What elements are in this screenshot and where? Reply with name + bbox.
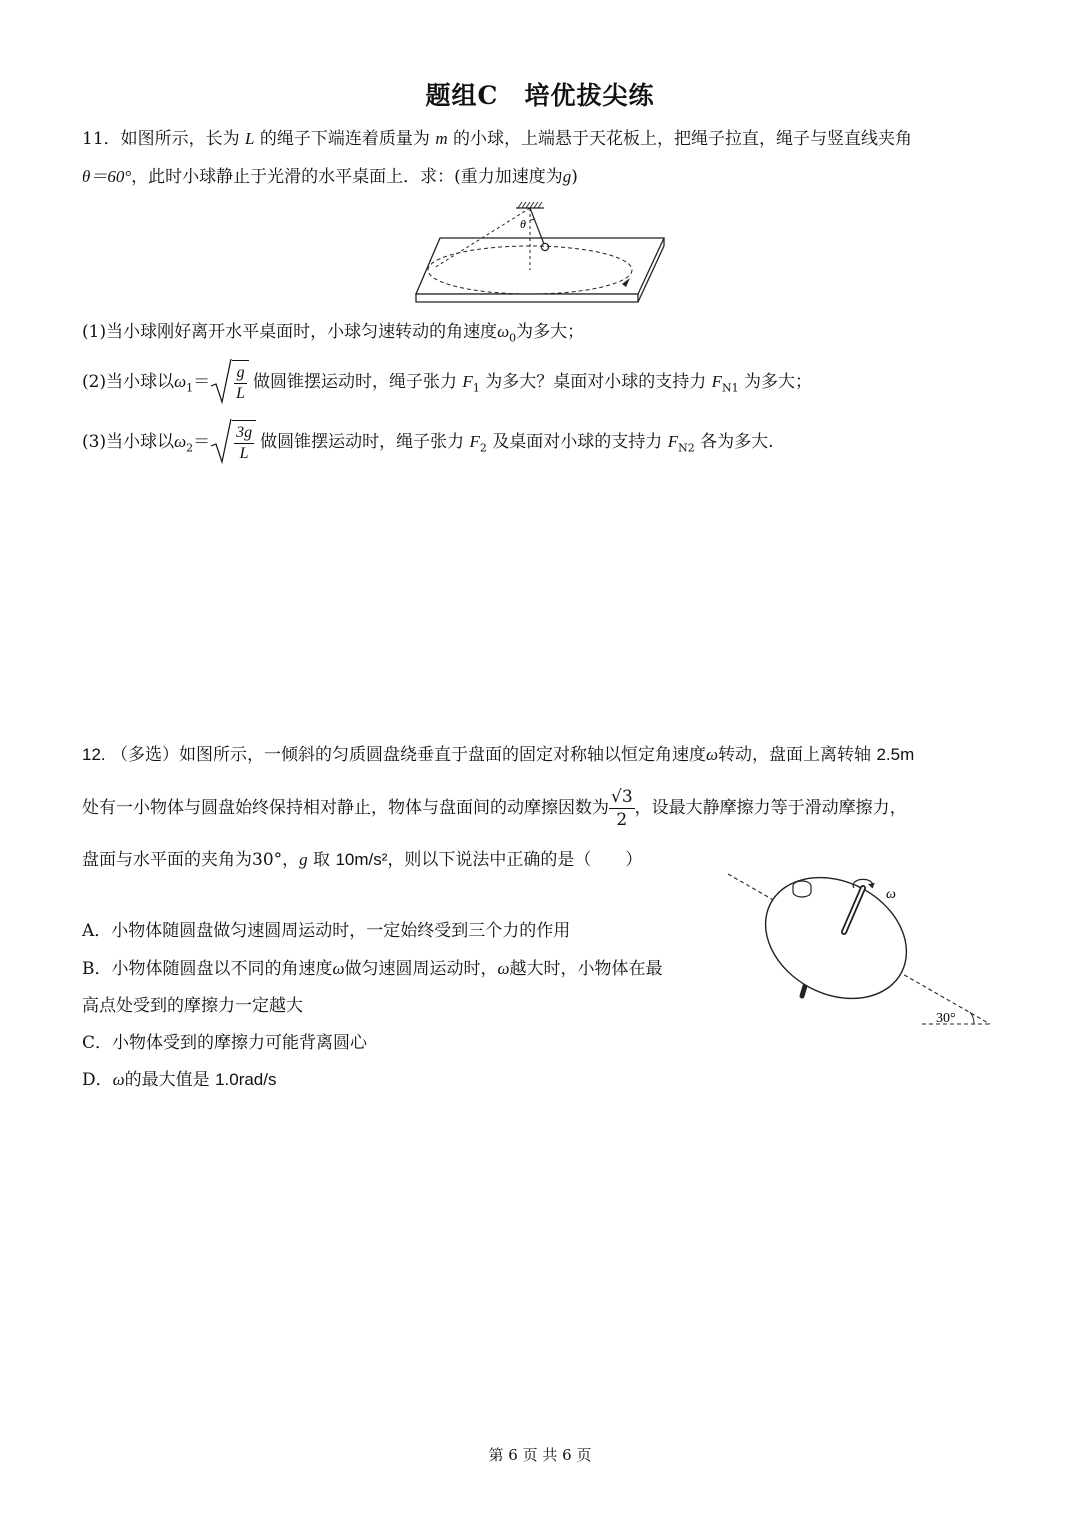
inclined-disk — [744, 866, 927, 1022]
table-edge — [416, 294, 638, 302]
q12-line1: 12. （多选）如图所示，一倾斜的匀质圆盘绕垂直于盘面的固定对称轴以恒定角速度ω转动，盘面上离转轴 2.5m — [82, 745, 915, 765]
sqrt-3g-over-L: $\frac{3g}{L}$ — [210, 420, 256, 465]
q11-part1: (1)当小球刚好离开水平桌面时，小球匀速转动的角速度$\omega_0$为多大； — [82, 322, 585, 345]
angle-label: 30° — [936, 1011, 956, 1026]
q12-number: 12. — [82, 745, 106, 764]
q11-figure — [412, 198, 668, 306]
sqrt-g-over-L: $\frac{g}{L}$ — [210, 360, 249, 405]
q12-option-c: C．小物体受到的摩擦力可能背离圆心 — [82, 1033, 368, 1053]
q11-part3: (3)当小球以$\omega_2=$ $\frac{3g}{L}$ 做圆锥摆运动时，绳子张力 $F_2$ 及桌面对小球的支持力 $F_{N2}$ 各为多大. — [82, 420, 774, 470]
section-title: 题组C 培优拔尖练 — [425, 81, 655, 110]
theta-label: θ — [520, 217, 526, 231]
q11-number: 11． — [82, 129, 121, 149]
q12-figure — [722, 866, 994, 1030]
q11-line2: θ＝60°，此时小球静止于光滑的水平桌面上．求：(重力加速度为g) — [82, 167, 578, 187]
mu-fraction: $\frac{√3}{2}$ — [611, 787, 633, 830]
q12-line3: 盘面与水平面的夹角为30°，g 取 10m/s²，则以下说法中正确的是（ ） — [82, 850, 643, 870]
q11-part2: (2)当小球以$\omega_1=$ $\frac{g}{L}$ 做圆锥摆运动时，绳子张力 $F_1$ 为多大？桌面对小球的支持力 $F_{N1}$ 为多大； — [82, 360, 812, 410]
q11-line1: 11．如图所示，长为 L 的绳子下端连着质量为 m 的小球，上端悬于天花板上，把绳子拉直，绳子与竖直线夹角 — [82, 129, 913, 149]
q12-option-a: A．小物体随圆盘做匀速圆周运动时，一定始终受到三个力的作用 — [82, 921, 571, 941]
q12-line2: 处有一小物体与圆盘始终保持相对静止，物体与盘面间的动摩擦因数为 $\frac{√3}{2}$ ，设最大静摩擦力等于滑动摩擦力， — [82, 787, 907, 830]
page-footer: 第 6 页 共 6 页 — [488, 1446, 592, 1464]
q12-option-b-line1: B．小物体随圆盘以不同的角速度ω做匀速圆周运动时，ω越大时，小物体在最 — [82, 959, 663, 979]
omega-label: ω — [886, 887, 896, 902]
q12-option-d: D．ω的最大值是 1.0rad/s — [82, 1070, 277, 1090]
ball — [541, 243, 548, 250]
q12-option-b-line2: 高点处受到的摩擦力一定越大 — [82, 996, 303, 1016]
